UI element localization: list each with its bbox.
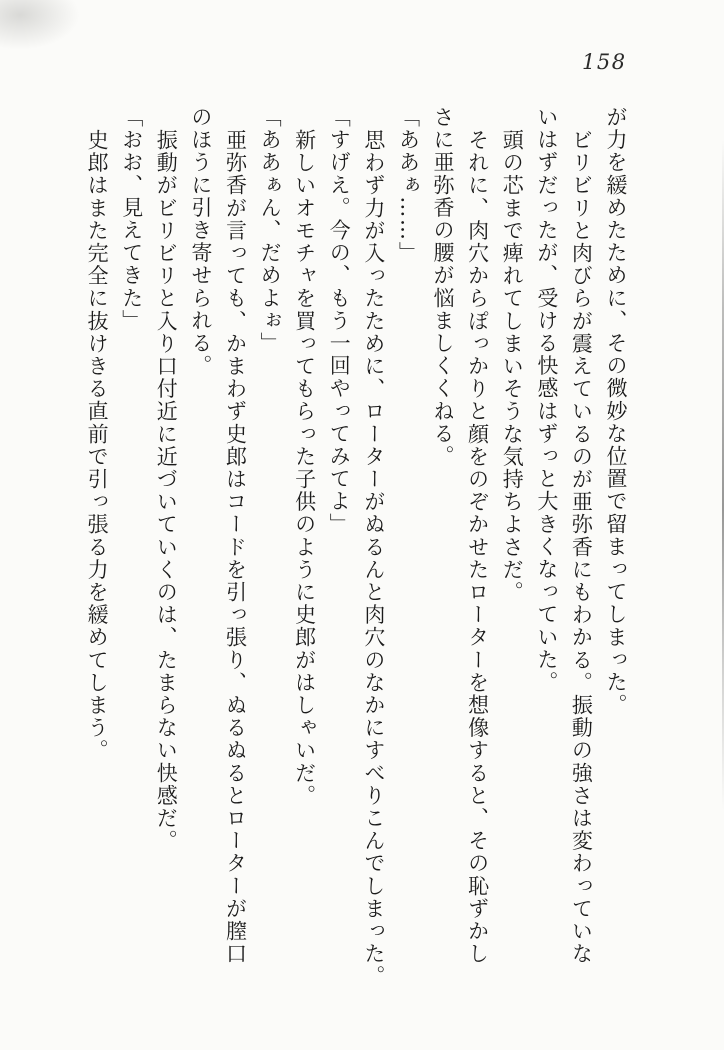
body-text-block	[80, 106, 634, 1006]
page-number: 158	[582, 50, 627, 74]
text-line: 思わず力が入ったために、ローターがぬるんと肉穴のなかにすべりこんでしまった。	[361, 129, 386, 988]
text-line: が力を緩めたために、その微妙な位置で留まってしまった。	[604, 106, 628, 717]
text-line: それに、肉穴からぽっかりと顔をのぞかせたローターを想像すると、その恥ずかし	[465, 129, 490, 966]
text-line: 史郎はまた完全に抜けきる直前で引っ張る力を緩めてしまう。	[85, 129, 110, 762]
text-line: 「ああぁん、だめよぉ」	[258, 106, 283, 355]
text-line: ビリビリと肉びらが震えているのが亜弥香にもわかる。振動の強さは変わっていな	[569, 129, 594, 966]
text-line: 振動がビリビリと入り口付近に近づいていくのは、たまらない快感だ。	[154, 129, 179, 853]
text-line: 新しいオモチャを買ってもらった子供のように史郎がはしゃいだ。	[292, 129, 317, 807]
text-line: さに亜弥香の腰が悩ましくくねる。	[431, 106, 456, 468]
text-line: いはずだったが、受ける快感はずっと大きくなっていた。	[534, 106, 559, 694]
text-line: 「すげえ。今の、もう一回やってみてよ」	[327, 106, 352, 536]
text-line: のほうに引き寄せられる。	[188, 106, 213, 378]
text-line: 「ああぁ……」	[396, 106, 421, 265]
text-line: 頭の芯まで痺れてしまいそうな気持ちよさだ。	[500, 129, 525, 604]
text-line: 亜弥香が言っても、かまわず史郎はコードを引っ張り、ぬるぬるとローターが膣口	[223, 129, 248, 966]
text-line: 「おお、見えてきた」	[119, 106, 144, 332]
scan-smudge-top-left	[0, 0, 80, 50]
